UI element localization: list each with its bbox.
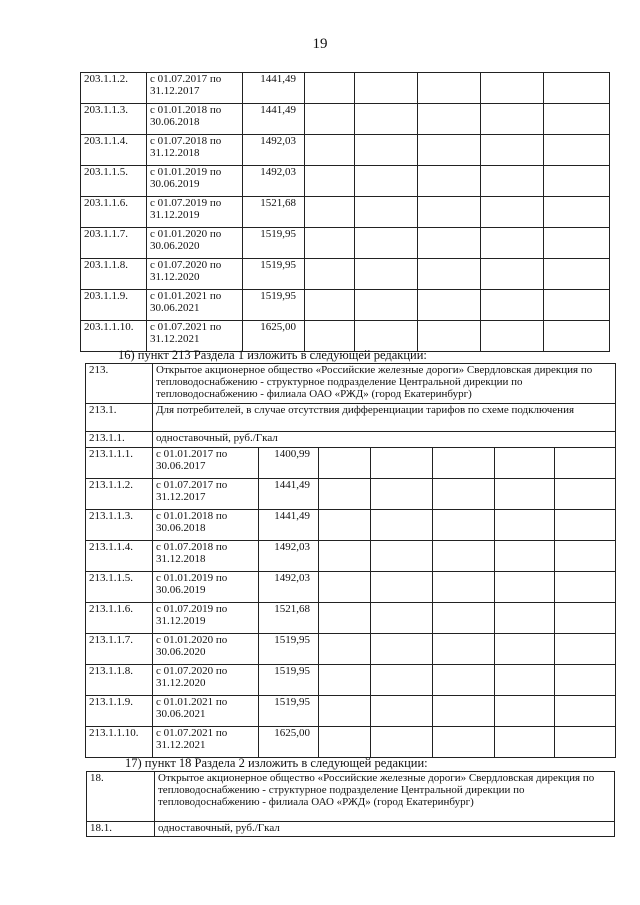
row-code: 213. (86, 364, 153, 404)
empty-cell (433, 634, 495, 665)
table-row (86, 448, 616, 479)
empty-cell (544, 259, 610, 290)
row-period: с 01.01.2019 по 30.06.2019 (147, 166, 243, 197)
empty-cell (495, 696, 555, 727)
row-period: с 01.07.2017 по 31.12.2017 (147, 73, 243, 104)
row-code: 203.1.1.9. (81, 290, 147, 321)
table-row (81, 166, 610, 197)
row-value: 1519,95 (259, 665, 319, 696)
table-row (86, 696, 616, 727)
empty-cell (544, 321, 610, 352)
row-period: с 01.01.2018 по 30.06.2018 (153, 510, 259, 541)
empty-cell (495, 510, 555, 541)
row-value: 1519,95 (243, 228, 305, 259)
empty-cell (433, 541, 495, 572)
table-row (86, 634, 616, 665)
empty-cell (495, 727, 555, 758)
row-value: 1492,03 (243, 135, 305, 166)
row-value: 1441,49 (259, 510, 319, 541)
table-row (81, 73, 610, 104)
empty-cell (371, 634, 433, 665)
empty-cell (433, 510, 495, 541)
row-text: Открытое акционерное общество «Российские железные дороги» Свердловская дирекция по тепловодоснабжению - структурное подразделение Центральной дирекции по тепловодоснабжению - филиала ОАО «РЖД» (город Екатеринбург) (155, 772, 615, 822)
row-period: с 01.07.2020 по 31.12.2020 (153, 665, 259, 696)
empty-cell (555, 572, 616, 603)
empty-cell (555, 510, 616, 541)
row-period: с 01.07.2021 по 31.12.2021 (153, 727, 259, 758)
table-row (86, 364, 616, 404)
row-code: 213.1.1. (86, 432, 153, 448)
empty-cell (319, 541, 371, 572)
row-code: 203.1.1.7. (81, 228, 147, 259)
row-code: 203.1.1.3. (81, 104, 147, 135)
empty-cell (481, 321, 544, 352)
empty-cell (481, 135, 544, 166)
empty-cell (418, 166, 481, 197)
empty-cell (371, 541, 433, 572)
empty-cell (495, 572, 555, 603)
empty-cell (371, 572, 433, 603)
table-row (81, 290, 610, 321)
empty-cell (555, 479, 616, 510)
row-period: с 01.07.2018 по 31.12.2018 (147, 135, 243, 166)
row-period: с 01.07.2020 по 31.12.2020 (147, 259, 243, 290)
row-period: с 01.07.2019 по 31.12.2019 (153, 603, 259, 634)
table-row (86, 603, 616, 634)
row-code: 213.1.1.4. (86, 541, 153, 572)
row-value: 1519,95 (243, 290, 305, 321)
row-text: одноставочный, руб./Гкал (155, 822, 615, 837)
empty-cell (555, 448, 616, 479)
row-code: 203.1.1.6. (81, 197, 147, 228)
empty-cell (418, 135, 481, 166)
table-row (81, 135, 610, 166)
empty-cell (418, 321, 481, 352)
empty-cell (433, 696, 495, 727)
empty-cell (319, 603, 371, 634)
empty-cell (481, 228, 544, 259)
empty-cell (305, 197, 355, 228)
row-code: 203.1.1.2. (81, 73, 147, 104)
empty-cell (481, 166, 544, 197)
empty-cell (495, 541, 555, 572)
empty-cell (495, 634, 555, 665)
tariff-table-18 (86, 771, 615, 837)
row-code: 213.1.1.10. (86, 727, 153, 758)
empty-cell (305, 321, 355, 352)
row-code: 213.1.1.1. (86, 448, 153, 479)
table-row (86, 432, 616, 448)
empty-cell (433, 448, 495, 479)
table-row (87, 822, 615, 837)
empty-cell (319, 572, 371, 603)
row-code: 203.1.1.8. (81, 259, 147, 290)
row-value: 1521,68 (243, 197, 305, 228)
row-value: 1441,49 (259, 479, 319, 510)
empty-cell (355, 321, 418, 352)
row-period: с 01.01.2018 по 30.06.2018 (147, 104, 243, 135)
row-value: 1492,03 (259, 572, 319, 603)
empty-cell (555, 634, 616, 665)
row-value: 1521,68 (259, 603, 319, 634)
empty-cell (495, 479, 555, 510)
table-row (86, 665, 616, 696)
empty-cell (371, 696, 433, 727)
empty-cell (355, 197, 418, 228)
empty-cell (371, 727, 433, 758)
row-text: одноставочный, руб./Гкал (153, 432, 616, 448)
empty-cell (355, 228, 418, 259)
section-16-intro: 16) пункт 213 Раздела 1 изложить в следующей редакции: (118, 348, 427, 362)
empty-cell (481, 104, 544, 135)
row-period: с 01.01.2019 по 30.06.2019 (153, 572, 259, 603)
row-period: с 01.07.2017 по 31.12.2017 (153, 479, 259, 510)
empty-cell (433, 727, 495, 758)
empty-cell (319, 696, 371, 727)
empty-cell (555, 727, 616, 758)
table-row (86, 510, 616, 541)
empty-cell (481, 290, 544, 321)
row-code: 18.1. (87, 822, 155, 837)
empty-cell (371, 603, 433, 634)
table-row (81, 197, 610, 228)
empty-cell (418, 197, 481, 228)
row-period: с 01.01.2020 по 30.06.2020 (147, 228, 243, 259)
empty-cell (305, 104, 355, 135)
row-code: 213.1. (86, 404, 153, 432)
row-code: 213.1.1.5. (86, 572, 153, 603)
empty-cell (481, 73, 544, 104)
row-code: 213.1.1.7. (86, 634, 153, 665)
row-code: 213.1.1.9. (86, 696, 153, 727)
page-number: 19 (312, 36, 328, 52)
row-code: 213.1.1.8. (86, 665, 153, 696)
row-value: 1625,00 (259, 727, 319, 758)
empty-cell (305, 259, 355, 290)
empty-cell (355, 73, 418, 104)
table-row (87, 772, 615, 822)
row-value: 1519,95 (243, 259, 305, 290)
row-value: 1492,03 (259, 541, 319, 572)
table-row (81, 228, 610, 259)
row-value: 1492,03 (243, 166, 305, 197)
tariff-table-213 (85, 363, 616, 758)
table-row (86, 572, 616, 603)
row-value: 1441,49 (243, 104, 305, 135)
empty-cell (544, 73, 610, 104)
empty-cell (433, 665, 495, 696)
empty-cell (305, 166, 355, 197)
empty-cell (371, 510, 433, 541)
row-period: с 01.07.2019 по 31.12.2019 (147, 197, 243, 228)
table-row (86, 479, 616, 510)
empty-cell (418, 228, 481, 259)
row-period: с 01.01.2020 по 30.06.2020 (153, 634, 259, 665)
empty-cell (355, 166, 418, 197)
empty-cell (355, 259, 418, 290)
row-period: с 01.07.2021 по 31.12.2021 (147, 321, 243, 352)
row-code: 203.1.1.4. (81, 135, 147, 166)
empty-cell (418, 73, 481, 104)
row-value: 1519,95 (259, 634, 319, 665)
empty-cell (371, 665, 433, 696)
table-row (86, 727, 616, 758)
empty-cell (418, 259, 481, 290)
empty-cell (495, 665, 555, 696)
row-code: 213.1.1.3. (86, 510, 153, 541)
empty-cell (305, 135, 355, 166)
empty-cell (319, 634, 371, 665)
row-period: с 01.01.2021 по 30.06.2021 (147, 290, 243, 321)
empty-cell (433, 572, 495, 603)
empty-cell (544, 166, 610, 197)
empty-cell (319, 448, 371, 479)
row-value: 1441,49 (243, 73, 305, 104)
empty-cell (355, 104, 418, 135)
table-row (86, 404, 616, 432)
tariff-table-203 (80, 72, 610, 352)
empty-cell (544, 135, 610, 166)
row-value: 1400,99 (259, 448, 319, 479)
empty-cell (371, 479, 433, 510)
empty-cell (319, 510, 371, 541)
empty-cell (418, 290, 481, 321)
empty-cell (481, 259, 544, 290)
table-row (86, 541, 616, 572)
row-value: 1625,00 (243, 321, 305, 352)
empty-cell (433, 479, 495, 510)
row-period: с 01.01.2017 по 30.06.2017 (153, 448, 259, 479)
empty-cell (319, 479, 371, 510)
row-code: 213.1.1.6. (86, 603, 153, 634)
empty-cell (555, 603, 616, 634)
row-code: 203.1.1.5. (81, 166, 147, 197)
empty-cell (555, 541, 616, 572)
empty-cell (418, 104, 481, 135)
row-period: с 01.01.2021 по 30.06.2021 (153, 696, 259, 727)
table-row (81, 104, 610, 135)
row-text: Для потребителей, в случае отсутствия дифференциации тарифов по схеме подключения (153, 404, 616, 432)
empty-cell (555, 665, 616, 696)
empty-cell (555, 696, 616, 727)
empty-cell (319, 727, 371, 758)
table-row (81, 259, 610, 290)
empty-cell (481, 197, 544, 228)
table-row (81, 321, 610, 352)
row-text: Открытое акционерное общество «Российские железные дороги» Свердловская дирекция по тепловодоснабжению - структурное подразделение Центральной дирекции по тепловодоснабжению - филиала ОАО «РЖД» (город Екатеринбург) (153, 364, 616, 404)
empty-cell (544, 104, 610, 135)
empty-cell (305, 73, 355, 104)
row-code: 213.1.1.2. (86, 479, 153, 510)
empty-cell (544, 228, 610, 259)
empty-cell (371, 448, 433, 479)
empty-cell (355, 135, 418, 166)
section-17-intro: 17) пункт 18 Раздела 2 изложить в следующей редакции: (125, 756, 428, 770)
empty-cell (319, 665, 371, 696)
empty-cell (495, 448, 555, 479)
row-code: 18. (87, 772, 155, 822)
row-code: 203.1.1.10. (81, 321, 147, 352)
empty-cell (544, 197, 610, 228)
empty-cell (544, 290, 610, 321)
empty-cell (433, 603, 495, 634)
empty-cell (305, 228, 355, 259)
row-value: 1519,95 (259, 696, 319, 727)
row-period: с 01.07.2018 по 31.12.2018 (153, 541, 259, 572)
empty-cell (355, 290, 418, 321)
empty-cell (495, 603, 555, 634)
empty-cell (305, 290, 355, 321)
